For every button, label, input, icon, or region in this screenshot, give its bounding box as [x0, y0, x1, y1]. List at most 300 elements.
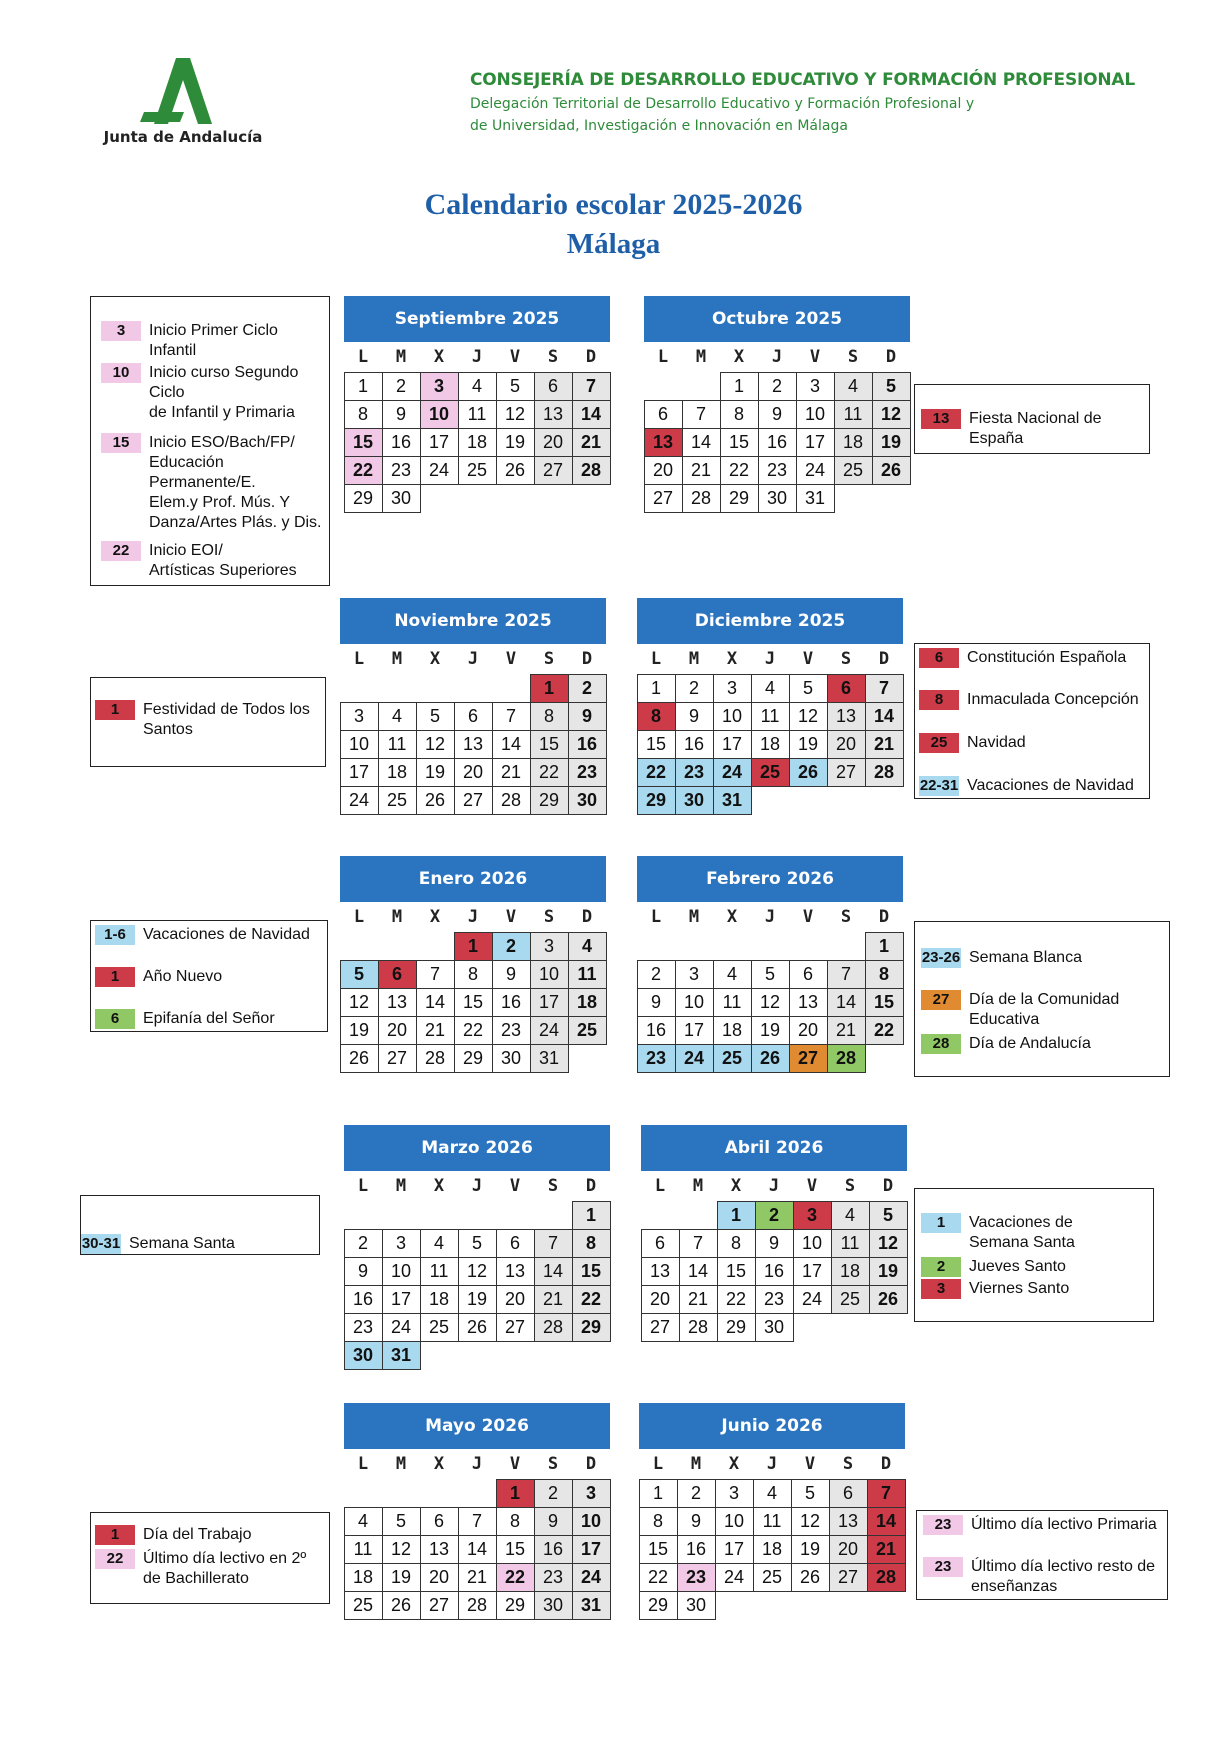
- day-cell: 25: [420, 1313, 459, 1342]
- day-cell: 11: [834, 400, 873, 429]
- day-cell: 16: [637, 1016, 676, 1045]
- day-cell: 3: [713, 674, 752, 703]
- day-cell: 28: [458, 1591, 497, 1620]
- weekday-label: V: [804, 1454, 816, 1474]
- day-cell: 22: [530, 758, 569, 787]
- day-cell: 17: [530, 988, 569, 1017]
- legend-swatch: 28: [921, 1034, 961, 1054]
- day-cell: 19: [382, 1563, 421, 1592]
- day-cell: 16: [675, 730, 714, 759]
- day-cell: 16: [382, 428, 421, 457]
- empty-cell: [458, 1479, 497, 1508]
- day-cell: 16: [755, 1257, 794, 1286]
- weekday-label: J: [471, 1454, 483, 1474]
- month-title: Diciembre 2025: [637, 598, 903, 644]
- legend-item: [919, 776, 1134, 796]
- weekday-label: M: [688, 649, 700, 669]
- day-cell: 13: [420, 1535, 459, 1564]
- day-cell: 14: [416, 988, 455, 1017]
- legend-swatch: 30-31: [81, 1235, 121, 1252]
- legend-item: [921, 1213, 1075, 1253]
- day-cell: 12: [382, 1535, 421, 1564]
- day-cell: 18: [458, 428, 497, 457]
- weekday-label: L: [652, 1454, 664, 1474]
- day-cell: 10: [340, 730, 379, 759]
- legend-text: Vacaciones de Semana Santa: [969, 1214, 1075, 1251]
- weekday-row: [344, 342, 610, 372]
- day-cell: 12: [872, 400, 911, 429]
- day-cell: 15: [639, 1535, 678, 1564]
- legend-may: [90, 1512, 330, 1604]
- day-cell: 19: [872, 428, 911, 457]
- day-cell: 13: [789, 988, 828, 1017]
- day-cell: 27: [644, 484, 683, 513]
- junta-logo: [98, 52, 268, 160]
- day-cell: 16: [568, 730, 607, 759]
- day-cell: 9: [534, 1507, 573, 1536]
- weekday-label: L: [657, 347, 669, 367]
- legend-item: [95, 967, 222, 987]
- empty-cell: [340, 674, 379, 703]
- day-cell: 7: [867, 1479, 906, 1508]
- page-title: Calendario escolar 2025-2026: [424, 188, 803, 221]
- day-cell: 1: [496, 1479, 535, 1508]
- legend-item: [921, 948, 1082, 968]
- day-cell: 15: [344, 428, 383, 457]
- weekday-label: X: [728, 1454, 740, 1474]
- empty-cell: [420, 1201, 459, 1230]
- weekday-label: M: [391, 907, 403, 927]
- empty-cell: [682, 372, 721, 401]
- empty-cell: [637, 932, 676, 961]
- day-cell: 25: [344, 1591, 383, 1620]
- weekday-label: J: [766, 1454, 778, 1474]
- legend-oct: [914, 384, 1150, 454]
- day-cell: 26: [872, 456, 911, 485]
- day-cell: 6: [454, 702, 493, 731]
- legend-swatch: 1: [921, 1213, 961, 1233]
- weekday-label: D: [880, 1454, 892, 1474]
- day-cell: 19: [458, 1285, 497, 1314]
- weekday-row: [637, 902, 903, 932]
- empty-cell: [641, 1201, 680, 1230]
- day-cell: 15: [530, 730, 569, 759]
- weekday-label: M: [695, 347, 707, 367]
- day-cell: 19: [869, 1257, 908, 1286]
- legend-item: [919, 690, 1139, 710]
- day-cell: 4: [831, 1201, 870, 1230]
- legend-text: Inicio ESO/Bach/FP/ Educación Permanente/E. Elem.y Prof. Mús. Y Danza/Artes Plás. y Dis.: [149, 434, 322, 531]
- day-cell: 9: [382, 400, 421, 429]
- legend-text: Último día lectivo Primaria: [971, 1516, 1157, 1533]
- day-cell: 19: [496, 428, 535, 457]
- day-cell: 31: [382, 1341, 421, 1370]
- day-cell: 7: [458, 1507, 497, 1536]
- month-calendar: [637, 856, 903, 1072]
- day-cell: 25: [834, 456, 873, 485]
- day-cell: 31: [713, 786, 752, 815]
- day-cell: 2: [344, 1229, 383, 1258]
- day-cell: 12: [340, 988, 379, 1017]
- legend-swatch: 6: [919, 648, 959, 668]
- day-cell: 24: [572, 1563, 611, 1592]
- month-title: Octubre 2025: [644, 296, 910, 342]
- day-cell: 5: [789, 674, 828, 703]
- day-cell: 10: [713, 702, 752, 731]
- day-cell: 21: [416, 1016, 455, 1045]
- empty-cell: [344, 1201, 383, 1230]
- day-cell: 7: [416, 960, 455, 989]
- legend-text: Navidad: [967, 734, 1026, 751]
- day-cell: 13: [378, 988, 417, 1017]
- empty-cell: [496, 1201, 535, 1230]
- day-cell: 2: [755, 1201, 794, 1230]
- day-cell: 17: [715, 1535, 754, 1564]
- legend-sep: [90, 296, 330, 586]
- legend-swatch: 3: [101, 321, 141, 341]
- day-grid: [641, 1201, 907, 1341]
- day-cell: 14: [682, 428, 721, 457]
- day-cell: 1: [639, 1479, 678, 1508]
- day-cell: 8: [496, 1507, 535, 1536]
- day-cell: 1: [530, 674, 569, 703]
- weekday-label: D: [878, 907, 890, 927]
- day-cell: 20: [534, 428, 573, 457]
- day-cell: 13: [829, 1507, 868, 1536]
- day-cell: 26: [340, 1044, 379, 1073]
- day-cell: 20: [496, 1285, 535, 1314]
- empty-cell: [416, 674, 455, 703]
- day-cell: 29: [637, 786, 676, 815]
- day-cell: 19: [791, 1535, 830, 1564]
- weekday-label: J: [764, 907, 776, 927]
- day-cell: 25: [568, 1016, 607, 1045]
- day-cell: 26: [789, 758, 828, 787]
- day-cell: 8: [344, 400, 383, 429]
- legend-text: Inicio curso Segundo Ciclo de Infantil y Primaria: [149, 364, 299, 421]
- weekday-label: D: [581, 907, 593, 927]
- day-cell: 15: [454, 988, 493, 1017]
- day-cell: 3: [420, 372, 459, 401]
- day-cell: 3: [382, 1229, 421, 1258]
- day-cell: 27: [641, 1313, 680, 1342]
- day-cell: 23: [675, 758, 714, 787]
- day-cell: 14: [534, 1257, 573, 1286]
- day-cell: 6: [641, 1229, 680, 1258]
- day-cell: 18: [378, 758, 417, 787]
- day-cell: 20: [644, 456, 683, 485]
- day-cell: 19: [416, 758, 455, 787]
- weekday-label: V: [806, 1176, 818, 1196]
- day-cell: 30: [755, 1313, 794, 1342]
- day-cell: 24: [675, 1044, 714, 1073]
- day-cell: 13: [534, 400, 573, 429]
- day-cell: 23: [677, 1563, 716, 1592]
- day-cell: 21: [534, 1285, 573, 1314]
- weekday-label: S: [547, 347, 559, 367]
- day-cell: 8: [454, 960, 493, 989]
- day-cell: 18: [834, 428, 873, 457]
- legend-swatch: 6: [95, 1009, 135, 1029]
- legend-swatch: 1: [95, 967, 135, 987]
- day-cell: 10: [793, 1229, 832, 1258]
- day-cell: 22: [717, 1285, 756, 1314]
- day-cell: 4: [568, 932, 607, 961]
- day-cell: 11: [713, 988, 752, 1017]
- weekday-label: X: [429, 907, 441, 927]
- day-cell: 28: [416, 1044, 455, 1073]
- logo-text: Junta de Andalucía: [103, 128, 263, 146]
- day-cell: 22: [454, 1016, 493, 1045]
- month-title: Junio 2026: [639, 1403, 905, 1449]
- legend-swatch: 1-6: [95, 925, 135, 945]
- legend-item: [95, 1009, 275, 1029]
- legend-item: [923, 1557, 1155, 1597]
- legend-nov: [90, 677, 326, 767]
- legend-mar: [80, 1195, 320, 1255]
- day-cell: 21: [682, 456, 721, 485]
- day-cell: 21: [458, 1563, 497, 1592]
- empty-cell: [827, 932, 866, 961]
- weekday-label: L: [357, 1454, 369, 1474]
- weekday-label: D: [585, 347, 597, 367]
- legend-item: [101, 541, 297, 581]
- day-cell: 24: [793, 1285, 832, 1314]
- legend-item: [101, 363, 329, 423]
- day-cell: 20: [641, 1285, 680, 1314]
- day-cell: 23: [568, 758, 607, 787]
- weekday-label: V: [509, 1176, 521, 1196]
- legend-swatch: 22: [95, 1549, 135, 1569]
- day-cell: 8: [530, 702, 569, 731]
- legend-text: Vacaciones de Navidad: [143, 926, 310, 943]
- empty-cell: [382, 1201, 421, 1230]
- legend-text: Viernes Santo: [969, 1280, 1070, 1297]
- day-cell: 7: [682, 400, 721, 429]
- day-cell: 11: [378, 730, 417, 759]
- header-consejeria: CONSEJERÍA DE DESARROLLO EDUCATIVO Y FORMACIÓN PROFESIONAL: [470, 70, 1135, 90]
- day-cell: 21: [827, 1016, 866, 1045]
- day-cell: 25: [751, 758, 790, 787]
- day-cell: 18: [753, 1535, 792, 1564]
- legend-item: [95, 1525, 252, 1545]
- legend-swatch: 22: [101, 541, 141, 561]
- legend-item: [101, 433, 329, 533]
- empty-cell: [416, 932, 455, 961]
- weekday-label: L: [353, 907, 365, 927]
- day-cell: 27: [378, 1044, 417, 1073]
- day-cell: 20: [378, 1016, 417, 1045]
- day-cell: 29: [639, 1591, 678, 1620]
- weekday-label: X: [726, 649, 738, 669]
- day-cell: 5: [382, 1507, 421, 1536]
- day-cell: 31: [530, 1044, 569, 1073]
- legend-text: Inmaculada Concepción: [967, 691, 1139, 708]
- legend-item: [95, 925, 310, 945]
- weekday-label: X: [429, 649, 441, 669]
- day-cell: 29: [344, 484, 383, 513]
- day-cell: 30: [382, 484, 421, 513]
- day-grid: [344, 372, 610, 512]
- day-cell: 20: [420, 1563, 459, 1592]
- month-calendar: [344, 296, 610, 512]
- legend-feb: [914, 921, 1170, 1077]
- day-cell: 27: [827, 758, 866, 787]
- day-cell: 14: [679, 1257, 718, 1286]
- empty-cell: [713, 932, 752, 961]
- day-cell: 2: [382, 372, 421, 401]
- weekday-label: D: [581, 649, 593, 669]
- day-cell: 8: [720, 400, 759, 429]
- day-cell: 22: [637, 758, 676, 787]
- day-cell: 2: [492, 932, 531, 961]
- legend-text: Semana Santa: [129, 1235, 235, 1252]
- legend-item: [921, 1034, 1091, 1054]
- day-cell: 28: [572, 456, 611, 485]
- day-cell: 26: [458, 1313, 497, 1342]
- legend-abr: [914, 1188, 1154, 1322]
- day-cell: 11: [753, 1507, 792, 1536]
- day-cell: 8: [717, 1229, 756, 1258]
- day-cell: 4: [420, 1229, 459, 1258]
- day-cell: 22: [572, 1285, 611, 1314]
- empty-cell: [378, 932, 417, 961]
- weekday-row: [637, 644, 903, 674]
- day-cell: 12: [416, 730, 455, 759]
- day-cell: 14: [492, 730, 531, 759]
- day-cell: 24: [420, 456, 459, 485]
- weekday-row: [344, 1171, 610, 1201]
- weekday-label: D: [885, 347, 897, 367]
- day-cell: 7: [679, 1229, 718, 1258]
- legend-swatch: 3: [921, 1279, 961, 1299]
- day-cell: 17: [675, 1016, 714, 1045]
- weekday-label: J: [471, 347, 483, 367]
- day-cell: 12: [496, 400, 535, 429]
- empty-cell: [420, 1479, 459, 1508]
- day-cell: 7: [572, 372, 611, 401]
- weekday-label: J: [768, 1176, 780, 1196]
- day-cell: 2: [758, 372, 797, 401]
- day-cell: 31: [572, 1591, 611, 1620]
- day-cell: 3: [715, 1479, 754, 1508]
- day-cell: 22: [639, 1563, 678, 1592]
- day-cell: 27: [829, 1563, 868, 1592]
- weekday-label: M: [688, 907, 700, 927]
- weekday-label: X: [726, 907, 738, 927]
- day-cell: 1: [572, 1201, 611, 1230]
- day-cell: 13: [644, 428, 683, 457]
- day-cell: 23: [637, 1044, 676, 1073]
- weekday-row: [639, 1449, 905, 1479]
- day-cell: 9: [637, 988, 676, 1017]
- weekday-label: S: [847, 347, 859, 367]
- legend-text: Jueves Santo: [969, 1258, 1066, 1275]
- day-cell: 18: [568, 988, 607, 1017]
- day-cell: 27: [496, 1313, 535, 1342]
- legend-text: Vacaciones de Navidad: [967, 777, 1134, 794]
- day-cell: 10: [420, 400, 459, 429]
- month-title: Noviembre 2025: [340, 598, 606, 644]
- day-cell: 21: [865, 730, 904, 759]
- day-cell: 29: [454, 1044, 493, 1073]
- weekday-label: S: [543, 649, 555, 669]
- day-cell: 4: [344, 1507, 383, 1536]
- day-cell: 4: [753, 1479, 792, 1508]
- weekday-label: L: [357, 1176, 369, 1196]
- day-cell: 7: [827, 960, 866, 989]
- day-cell: 10: [530, 960, 569, 989]
- legend-text: Último día lectivo en 2º de Bachillerato: [143, 1550, 307, 1587]
- day-cell: 3: [572, 1479, 611, 1508]
- day-cell: 6: [378, 960, 417, 989]
- day-cell: 23: [492, 1016, 531, 1045]
- day-cell: 18: [713, 1016, 752, 1045]
- day-cell: 20: [454, 758, 493, 787]
- legend-swatch: 1: [95, 700, 135, 720]
- weekday-label: X: [433, 347, 445, 367]
- day-cell: 15: [720, 428, 759, 457]
- weekday-row: [641, 1171, 907, 1201]
- weekday-label: J: [467, 649, 479, 669]
- day-cell: 6: [496, 1229, 535, 1258]
- legend-swatch: 1: [95, 1525, 135, 1545]
- day-cell: 11: [420, 1257, 459, 1286]
- day-cell: 15: [496, 1535, 535, 1564]
- day-cell: 5: [340, 960, 379, 989]
- day-cell: 27: [789, 1044, 828, 1073]
- day-cell: 15: [717, 1257, 756, 1286]
- day-cell: 4: [834, 372, 873, 401]
- day-cell: 14: [865, 702, 904, 731]
- legend-item: [101, 321, 329, 361]
- day-cell: 9: [758, 400, 797, 429]
- weekday-label: V: [802, 907, 814, 927]
- day-cell: 19: [789, 730, 828, 759]
- day-cell: 6: [789, 960, 828, 989]
- weekday-label: V: [505, 649, 517, 669]
- day-cell: 16: [677, 1535, 716, 1564]
- day-cell: 18: [831, 1257, 870, 1286]
- weekday-label: S: [844, 1176, 856, 1196]
- day-cell: 17: [713, 730, 752, 759]
- legend-item: [95, 700, 310, 740]
- day-cell: 6: [829, 1479, 868, 1508]
- day-cell: 27: [420, 1591, 459, 1620]
- empty-cell: [644, 372, 683, 401]
- weekday-label: V: [509, 347, 521, 367]
- weekday-row: [340, 902, 606, 932]
- day-cell: 31: [796, 484, 835, 513]
- day-cell: 16: [758, 428, 797, 457]
- weekday-label: D: [878, 649, 890, 669]
- day-cell: 24: [715, 1563, 754, 1592]
- day-cell: 12: [869, 1229, 908, 1258]
- legend-dic: [914, 643, 1150, 799]
- day-cell: 27: [454, 786, 493, 815]
- day-cell: 25: [458, 456, 497, 485]
- weekday-label: V: [509, 1454, 521, 1474]
- day-cell: 2: [677, 1479, 716, 1508]
- day-cell: 11: [751, 702, 790, 731]
- day-cell: 26: [751, 1044, 790, 1073]
- day-cell: 23: [755, 1285, 794, 1314]
- day-cell: 3: [796, 372, 835, 401]
- day-cell: 9: [755, 1229, 794, 1258]
- legend-item: [921, 990, 1119, 1030]
- day-cell: 6: [644, 400, 683, 429]
- day-cell: 10: [796, 400, 835, 429]
